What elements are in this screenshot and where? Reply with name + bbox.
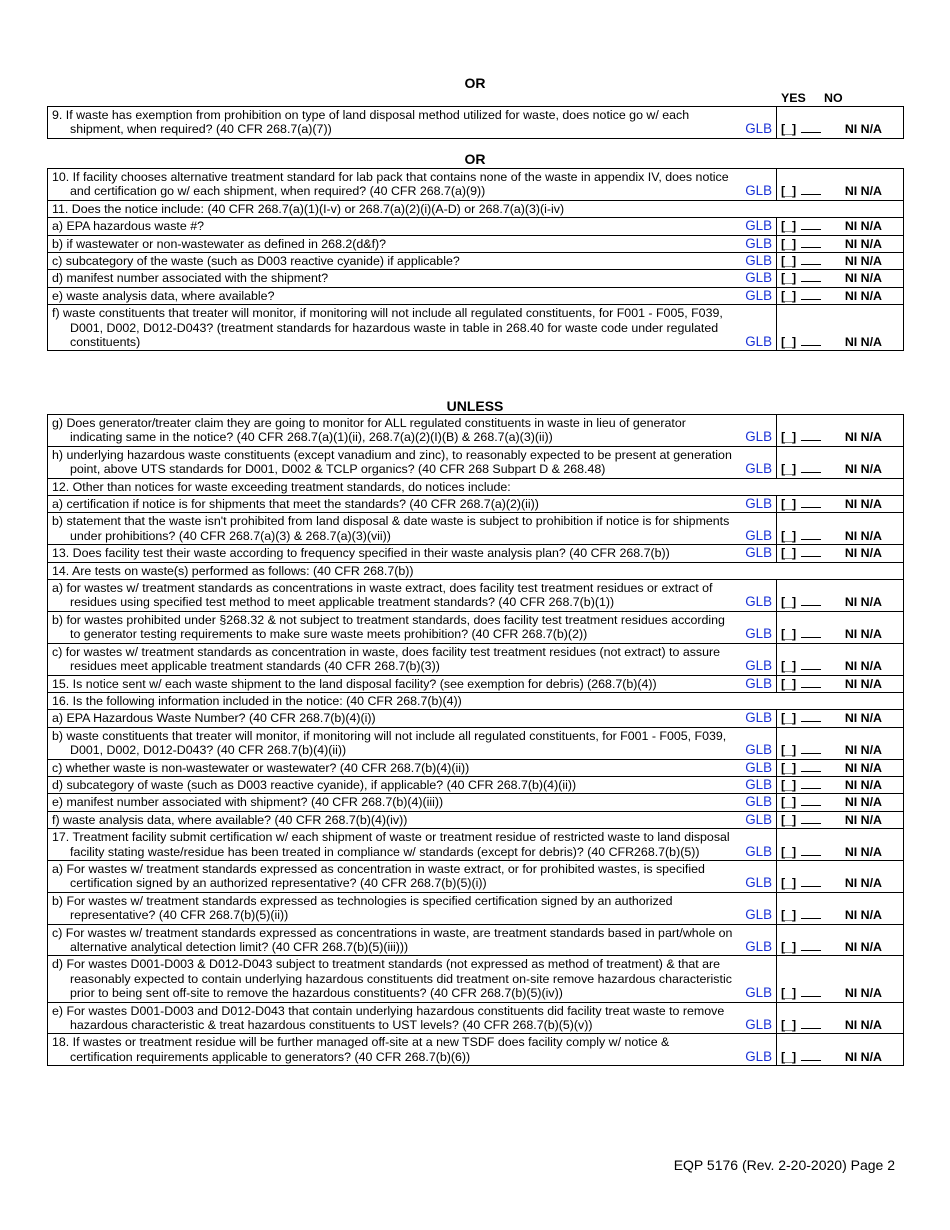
no-answer-blank[interactable]: [801, 813, 821, 824]
ni-na-label: NI N/A: [844, 627, 882, 642]
question-text: d) subcategory of waste (such as D003 reactive cyanide), if applicable? (40 CFR 268.7(b)(4)(ii)): [52, 777, 577, 792]
question-row: [48, 415, 904, 447]
question-row: [48, 562, 904, 579]
ni-na-label: NI N/A: [844, 940, 882, 954]
ni-na-label: NI N/A: [844, 430, 882, 445]
question-row: [48, 496, 904, 513]
question-text: b) statement that the waste isn't prohibited from land disposal & date waste is subject to prohibition if notice is for shipments under prohibitions? (40 CFR 268.7(a)(3) & 268.7(a)(3)(vii)): [52, 514, 730, 543]
question-table-2: [47, 168, 904, 351]
question-table-3: [47, 414, 904, 1066]
glb-label: GLB: [738, 794, 777, 811]
question-cell: [48, 446, 738, 478]
answer-cell: [777, 710, 904, 727]
question-text: a) for wastes w/ treatment standards as concentrations in waste extract, does facility test treatment residues or extract of residues using specified test method to meet applicable treatment standards? (40 CFR 268.7(b)(1)): [52, 581, 713, 610]
answer-cell: [777, 305, 904, 351]
question-text: 15. Is notice sent w/ each waste shipment to the land disposal facility? (see exemption for debris) (268.7(b)(4)): [52, 676, 657, 691]
yes-checkbox[interactable]: [_]: [781, 122, 797, 137]
glb-label: GLB: [738, 496, 777, 513]
question-cell: [48, 545, 738, 562]
question-heading-cell: [48, 562, 904, 579]
question-row: [48, 200, 904, 217]
question-heading-cell: [48, 692, 904, 709]
ni-na-label: NI N/A: [844, 659, 882, 674]
question-text: 12. Other than notices for waste exceeding treatment standards, do notices include:: [52, 479, 511, 494]
no-answer-blank[interactable]: [801, 908, 821, 919]
glb-label: GLB: [738, 580, 777, 612]
glb-label: GLB: [738, 710, 777, 727]
question-row: [48, 218, 904, 235]
question-text: d) manifest number associated with the shipment?: [52, 271, 329, 286]
glb-label: GLB: [738, 924, 777, 956]
no-answer-blank[interactable]: [801, 122, 821, 133]
ni-na-label: NI N/A: [844, 711, 882, 726]
answer-cell: [777, 1034, 904, 1066]
yes-checkbox[interactable]: [_]: [781, 940, 797, 954]
glb-label: GLB: [738, 107, 777, 139]
glb-label: GLB: [738, 305, 777, 351]
question-row: [48, 727, 904, 759]
question-text: e) waste analysis data, where available?: [52, 288, 275, 303]
answer-cell: [777, 727, 904, 759]
yes-checkbox[interactable]: [_]: [781, 777, 797, 792]
ni-na-label: NI N/A: [844, 760, 882, 775]
question-row: [48, 794, 904, 811]
no-answer-blank[interactable]: [801, 184, 821, 195]
question-cell: [48, 107, 738, 139]
yes-checkbox[interactable]: [_]: [781, 908, 797, 923]
ni-na-label: NI N/A: [844, 743, 882, 758]
answer-cell: [777, 759, 904, 776]
question-text: f) waste constituents that treater will monitor, if monitoring will not include all regulated constituents, for F001 - F005, F039, D001, D002, D012-D043? (treatment standards for hazardous waste in table in 268.40 for waste code under regulated constituents): [52, 306, 723, 350]
question-text: 9. If waste has exemption from prohibition on type of land disposal method utilized for waste, does notice go w/ each shipment, when required? (40 CFR 268.7(a)(7)): [52, 108, 690, 137]
yes-checkbox[interactable]: [_]: [781, 760, 797, 775]
ni-na-label: NI N/A: [844, 546, 882, 561]
yes-checkbox[interactable]: [_]: [781, 430, 797, 445]
question-cell: [48, 218, 738, 235]
answer-cell: [777, 496, 904, 513]
answer-cell: [777, 169, 904, 201]
ni-na-label: NI N/A: [844, 676, 882, 691]
answer-cell: [777, 218, 904, 235]
no-answer-blank[interactable]: [801, 546, 821, 557]
question-cell: [48, 1002, 738, 1034]
no-answer-blank[interactable]: [801, 986, 821, 997]
yes-checkbox[interactable]: [_]: [781, 986, 797, 1001]
no-answer-blank[interactable]: [801, 462, 821, 473]
question-row: [48, 169, 904, 201]
question-text: c) for wastes w/ treatment standards as concentration in waste, does facility test treatment residues (not extract) to assure residues meet applicable treatment standards (40 CFR 268.7(b)(3)): [52, 644, 721, 674]
question-heading-cell: [48, 478, 904, 495]
no-answer-blank[interactable]: [801, 335, 821, 346]
question-row: [48, 675, 904, 692]
yes-checkbox[interactable]: [_]: [781, 795, 797, 810]
question-text: g) Does generator/treater claim they are going to monitor for ALL regulated constituents in waste in lieu of generator indicating same in the notice? (40 CFR 268.7(a)(1)(ii), 268.7(a)(2)(I)(B) & 268.7(a)(3)(ii)): [52, 416, 686, 445]
glb-label: GLB: [738, 892, 777, 924]
yes-checkbox[interactable]: [_]: [781, 236, 797, 251]
question-cell: [48, 253, 738, 270]
question-row: [48, 235, 904, 252]
question-row: [48, 270, 904, 287]
yes-checkbox[interactable]: [_]: [781, 876, 797, 891]
question-text: 11. Does the notice include: (40 CFR 268.7(a)(1)(I-v) or 268.7(a)(2)(i)(A-D) or 268.7(a)(3)(i-iv): [52, 201, 565, 216]
or-heading-1: OR: [464, 75, 486, 91]
no-answer-blank[interactable]: [801, 529, 821, 540]
question-row: [48, 860, 904, 892]
question-row: [48, 1002, 904, 1034]
yes-checkbox[interactable]: [_]: [781, 254, 797, 269]
answer-cell: [777, 860, 904, 892]
question-cell: [48, 829, 738, 861]
answer-cell: [777, 580, 904, 612]
answer-cell: [777, 892, 904, 924]
yes-checkbox[interactable]: [_]: [781, 271, 797, 286]
question-row: [48, 478, 904, 495]
question-row: [48, 580, 904, 612]
no-answer-blank[interactable]: [801, 761, 821, 772]
answer-cell: [777, 794, 904, 811]
ni-na-label: NI N/A: [844, 528, 882, 543]
yes-checkbox[interactable]: [_]: [781, 711, 797, 726]
question-row: [48, 545, 904, 562]
glb-label: GLB: [738, 727, 777, 759]
ni-na-label: NI N/A: [844, 1049, 882, 1064]
answer-cell: [777, 235, 904, 252]
question-cell: [48, 759, 738, 776]
no-answer-blank[interactable]: [801, 940, 821, 951]
answer-cell: [777, 415, 904, 447]
answer-cell: [777, 811, 904, 828]
answer-cell: [777, 107, 904, 139]
question-row: [48, 643, 904, 675]
question-cell: [48, 956, 738, 1002]
ni-na-label: NI N/A: [844, 288, 882, 303]
question-row: [48, 287, 904, 304]
no-answer-blank[interactable]: [801, 778, 821, 789]
no-answer-blank[interactable]: [801, 430, 821, 441]
glb-label: GLB: [738, 611, 777, 643]
answer-cell: [777, 776, 904, 793]
answer-cell: [777, 446, 904, 478]
ni-na-label: NI N/A: [844, 271, 882, 286]
ni-na-label: NI N/A: [844, 986, 882, 1001]
question-row: [48, 759, 904, 776]
question-row: [48, 956, 904, 1002]
ni-na-label: NI N/A: [844, 462, 882, 477]
no-answer-blank[interactable]: [801, 237, 821, 248]
page-footer: EQP 5176 (Rev. 2-20-2020) Page 2: [673, 1157, 895, 1173]
no-answer-blank[interactable]: [801, 1050, 821, 1061]
question-text: 10. If facility chooses alternative treatment standard for lab pack that contains none of the waste in appendix IV, does notice and certification go w/ each shipment, when required? (40 CFR 268.7(a)(9)): [52, 170, 729, 199]
question-text: a) EPA Hazardous Waste Number? (40 CFR 268.7(b)(4)(i)): [52, 711, 376, 726]
question-cell: [48, 496, 738, 513]
question-text: 16. Is the following information included in the notice: (40 CFR 268.7(b)(4)): [52, 693, 462, 708]
glb-label: GLB: [738, 776, 777, 793]
no-answer-blank[interactable]: [801, 595, 821, 606]
question-cell: [48, 611, 738, 643]
question-row: [48, 305, 904, 351]
no-answer-blank[interactable]: [801, 876, 821, 887]
question-text: b) For wastes w/ treatment standards expressed as technologies is specified certification signed by an authorized representative? (40 CFR 268.7(b)(5)(ii)): [52, 893, 673, 923]
glb-label: GLB: [738, 860, 777, 892]
answer-cell: [777, 253, 904, 270]
question-cell: [48, 580, 738, 612]
no-answer-blank[interactable]: [801, 254, 821, 265]
yes-checkbox[interactable]: [_]: [781, 844, 797, 859]
no-answer-blank[interactable]: [801, 219, 821, 230]
no-answer-blank[interactable]: [801, 627, 821, 638]
glb-label: GLB: [738, 169, 777, 201]
question-cell: [48, 811, 738, 828]
question-text: e) manifest number associated with shipment? (40 CFR 268.7(b)(4)(iii)): [52, 795, 444, 810]
question-row: [48, 446, 904, 478]
answer-cell: [777, 829, 904, 861]
question-cell: [48, 710, 738, 727]
glb-label: GLB: [738, 643, 777, 675]
question-text: b) if wastewater or non-wastewater as defined in 268.2(d&f)?: [52, 236, 387, 251]
question-row: [48, 107, 904, 139]
question-cell: [48, 270, 738, 287]
question-cell: [48, 287, 738, 304]
yes-checkbox[interactable]: [_]: [781, 676, 797, 691]
question-cell: [48, 235, 738, 252]
answer-cell: [777, 643, 904, 675]
glb-label: GLB: [738, 446, 777, 478]
yes-checkbox[interactable]: [_]: [781, 288, 797, 303]
question-cell: [48, 415, 738, 447]
question-text: e) For wastes D001-D003 and D012-D043 that contain underlying hazardous constituents did facility treat waste to remove hazardous characteristic & treat hazardous constituents to UST levels? (40 CFR 268.7(b)(5)(v)): [52, 1003, 725, 1033]
glb-label: GLB: [738, 513, 777, 545]
answer-cell: [777, 287, 904, 304]
ni-na-label: NI N/A: [844, 908, 882, 923]
question-text: d) For wastes D001-D003 & D012-D043 subject to treatment standards (not expressed as method of treatment) & that are reasonably expected to contain underlying hazardous constituents did treatment on-site remove hazardous characteristic prior to being sent off-site to remove the hazardous constituents? (40 CFR 268.7(b)(5)(iv)): [52, 957, 732, 1001]
glb-label: GLB: [738, 1002, 777, 1034]
no-answer-blank[interactable]: [801, 743, 821, 754]
ni-na-label: NI N/A: [844, 236, 882, 251]
unless-heading: UNLESS: [446, 398, 504, 414]
yes-checkbox[interactable]: [_]: [781, 627, 797, 642]
yes-checkbox[interactable]: [_]: [781, 462, 797, 477]
question-row: [48, 924, 904, 956]
glb-label: GLB: [738, 253, 777, 270]
no-answer-blank[interactable]: [801, 497, 821, 508]
ni-na-label: NI N/A: [844, 777, 882, 792]
question-row: [48, 811, 904, 828]
question-row: [48, 1034, 904, 1066]
no-answer-blank[interactable]: [801, 795, 821, 806]
question-text: h) underlying hazardous waste constituents (except vanadium and zinc), to reasonably expected to be present at generation point, above UTS standards for D001, D002 & TCLP organics? (40 CFR 268 Subpart D & 268.48): [52, 447, 732, 477]
glb-label: GLB: [738, 545, 777, 562]
no-answer-blank[interactable]: [801, 289, 821, 300]
yes-checkbox[interactable]: [_]: [781, 219, 797, 234]
glb-label: GLB: [738, 956, 777, 1002]
question-text: 14. Are tests on waste(s) performed as follows: (40 CFR 268.7(b)): [52, 563, 414, 578]
glb-label: GLB: [738, 218, 777, 235]
no-column-label: NO: [824, 91, 843, 105]
question-cell: [48, 513, 738, 545]
glb-label: GLB: [738, 811, 777, 828]
glb-label: GLB: [738, 287, 777, 304]
question-row: [48, 513, 904, 545]
answer-cell: [777, 545, 904, 562]
yes-checkbox[interactable]: [_]: [781, 528, 797, 543]
no-answer-blank[interactable]: [801, 271, 821, 282]
glb-label: GLB: [738, 415, 777, 447]
yes-checkbox[interactable]: [_]: [781, 1049, 797, 1064]
no-answer-blank[interactable]: [801, 677, 821, 688]
glb-label: GLB: [738, 829, 777, 861]
question-table-1: [47, 106, 904, 139]
no-answer-blank[interactable]: [801, 711, 821, 722]
question-row: [48, 710, 904, 727]
glb-label: GLB: [738, 270, 777, 287]
question-text: 18. If wastes or treatment residue will be further managed off-site at a new TSDF does facility comply w/ notice & certification requirements applicable to generators? (40 CFR 268.7(b)(6)): [52, 1035, 670, 1064]
ni-na-label: NI N/A: [844, 595, 882, 610]
question-cell: [48, 860, 738, 892]
yes-checkbox[interactable]: [_]: [781, 184, 797, 199]
ni-na-label: NI N/A: [844, 335, 882, 350]
question-cell: [48, 1034, 738, 1066]
answer-cell: [777, 675, 904, 692]
ni-na-label: NI N/A: [844, 122, 882, 137]
question-heading-cell: [48, 200, 904, 217]
question-text: f) waste analysis data, where available? (40 CFR 268.7(b)(4)(iv)): [52, 812, 408, 827]
question-text: a) certification if notice is for shipments that meet the standards? (40 CFR 268.7(a)(2)(ii)): [52, 497, 539, 512]
answer-cell: [777, 1002, 904, 1034]
or-heading-2: OR: [464, 151, 486, 167]
glb-label: GLB: [738, 235, 777, 252]
question-row: [48, 829, 904, 861]
ni-na-label: NI N/A: [844, 254, 882, 269]
question-cell: [48, 169, 738, 201]
question-cell: [48, 675, 738, 692]
ni-na-label: NI N/A: [844, 812, 882, 827]
question-row: [48, 892, 904, 924]
question-text: 13. Does facility test their waste according to frequency specified in their waste analysis plan? (40 CFR 268.7(b)): [52, 546, 670, 561]
question-cell: [48, 794, 738, 811]
question-cell: [48, 776, 738, 793]
question-text: c) whether waste is non-wastewater or wastewater? (40 CFR 268.7(b)(4)(ii)): [52, 760, 470, 775]
yes-checkbox[interactable]: [_]: [781, 812, 797, 827]
yes-checkbox[interactable]: [_]: [781, 497, 797, 512]
question-row: [48, 611, 904, 643]
question-text: c) subcategory of the waste (such as D003 reactive cyanide) if applicable?: [52, 254, 460, 269]
question-cell: [48, 305, 738, 351]
yes-column-label: YES: [781, 91, 806, 105]
ni-na-label: NI N/A: [844, 184, 882, 199]
question-text: b) waste constituents that treater will monitor, if monitoring will not include all regulated constituents, for F001 - F005, F039, D001, D002, D012-D043? (40 CFR 268.7(b)(4)(ii)): [52, 728, 727, 758]
question-text: 17. Treatment facility submit certification w/ each shipment of waste or treatment residue of restricted waste to land disposal facility stating waste/residue has been treated in compliance w/ standards (except for debris)? (40 CFR268.7(b)(5)): [52, 830, 730, 859]
yes-checkbox[interactable]: [_]: [781, 595, 797, 610]
glb-label: GLB: [738, 759, 777, 776]
ni-na-label: NI N/A: [844, 1018, 882, 1033]
yes-checkbox[interactable]: [_]: [781, 335, 797, 350]
answer-cell: [777, 513, 904, 545]
answer-cell: [777, 924, 904, 956]
yes-checkbox[interactable]: [_]: [781, 546, 797, 561]
question-cell: [48, 643, 738, 675]
answer-cell: [777, 611, 904, 643]
question-row: [48, 692, 904, 709]
yes-checkbox[interactable]: [_]: [781, 659, 797, 674]
ni-na-label: NI N/A: [844, 844, 882, 859]
answer-cell: [777, 956, 904, 1002]
yes-checkbox[interactable]: [_]: [781, 1018, 797, 1033]
question-text: c) For wastes w/ treatment standards expressed as concentrations in waste, are treatment standards based in part/whole on alternative analytical detection limit? (40 CFR 268.7(b)(5)(iii))): [52, 925, 733, 954]
question-text: a) For wastes w/ treatment standards expressed as concentration in waste extract, or for prohibited wastes, is specified certification signed by an authorized representative? (40 CFR 268.7(b)(5)(i)): [52, 861, 705, 891]
ni-na-label: NI N/A: [844, 876, 882, 891]
question-cell: [48, 727, 738, 759]
question-row: [48, 776, 904, 793]
no-answer-blank[interactable]: [801, 845, 821, 856]
yes-checkbox[interactable]: [_]: [781, 743, 797, 758]
question-text: b) for wastes prohibited under §268.32 & not subject to treatment standards, does facility test treatment residues according to generator testing requirements to make sure waste meets prohibition? (40 CFR 268.7(b)(2)): [52, 612, 725, 642]
no-answer-blank[interactable]: [801, 1018, 821, 1029]
ni-na-label: NI N/A: [844, 497, 882, 512]
answer-cell: [777, 270, 904, 287]
ni-na-label: NI N/A: [844, 219, 882, 234]
question-cell: [48, 924, 738, 956]
ni-na-label: NI N/A: [844, 795, 882, 810]
question-text: a) EPA hazardous waste #?: [52, 219, 204, 234]
glb-label: GLB: [738, 1034, 777, 1066]
glb-label: GLB: [738, 675, 777, 692]
question-cell: [48, 892, 738, 924]
no-answer-blank[interactable]: [801, 659, 821, 670]
question-row: [48, 253, 904, 270]
